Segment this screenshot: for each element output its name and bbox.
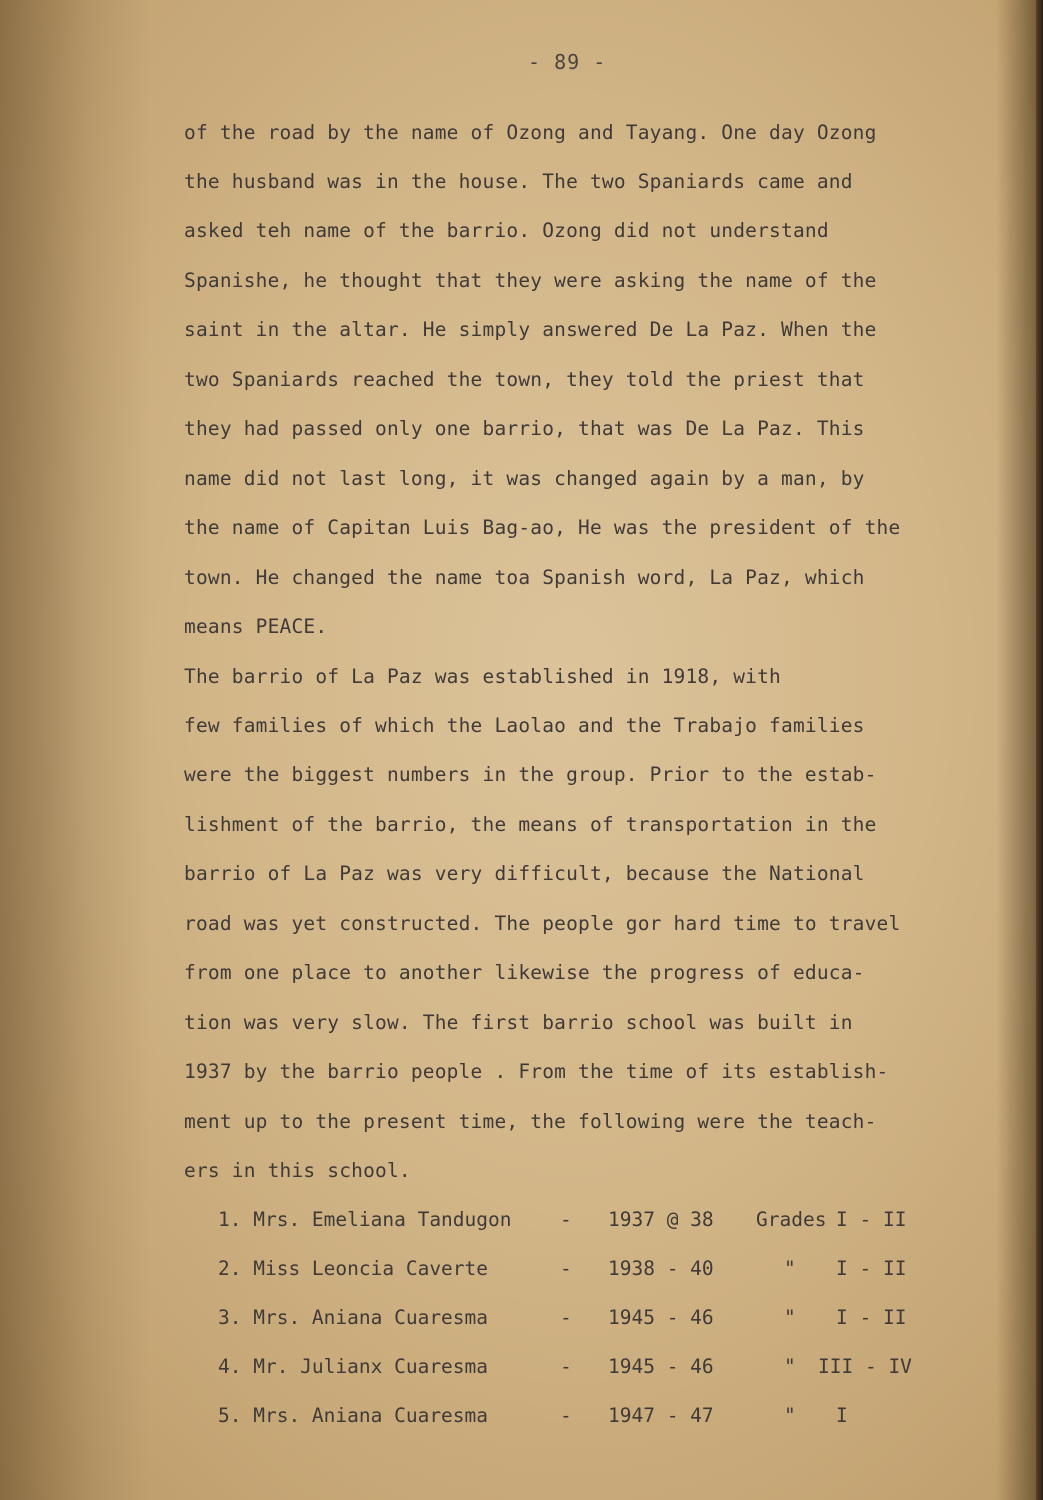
ditto-mark: " <box>784 1257 796 1280</box>
text-line: the husband was in the house. The two Spaniards came and <box>184 170 853 193</box>
separator-dash: - <box>560 1355 572 1378</box>
text-line: they had passed only one barrio, that was De La Paz. This <box>184 417 865 440</box>
text-line: town. He changed the name toa Spanish word, La Paz, which <box>184 566 865 589</box>
page-number: - 89 - <box>528 50 607 74</box>
separator-dash: - <box>560 1404 572 1427</box>
text-line: ers in this school. <box>184 1159 411 1182</box>
text-line: means PEACE. <box>184 615 328 638</box>
teacher-name: 2. Miss Leoncia Caverte <box>218 1257 489 1280</box>
text-line: barrio of La Paz was very difficult, because the National <box>184 862 865 885</box>
text-line: road was yet constructed. The people gor hard time to travel <box>184 912 901 935</box>
teacher-name: 5. Mrs. Aniana Cuaresma <box>218 1404 489 1427</box>
teacher-name: 3. Mrs. Aniana Cuaresma <box>218 1306 489 1329</box>
teacher-name: 1. Mrs. Emeliana Tandugon <box>218 1208 512 1231</box>
text-line: from one place to another likewise the progress of educa- <box>184 961 865 984</box>
teacher-years: 1937 @ 38 <box>608 1208 714 1231</box>
separator-dash: - <box>560 1257 572 1280</box>
grade-label: Grades <box>756 1208 827 1231</box>
text-line: Spanishe, he thought that they were asking the name of the <box>184 269 877 292</box>
teacher-years: 1938 - 40 <box>608 1257 714 1280</box>
teacher-grade: I - II <box>836 1306 907 1329</box>
text-line: name did not last long, it was changed again by a man, by <box>184 467 865 490</box>
teacher-years: 1945 - 46 <box>608 1306 714 1329</box>
teacher-grade: III - IV <box>818 1355 912 1378</box>
text-line: the name of Capitan Luis Bag-ao, He was the president of the <box>184 516 901 539</box>
ditto-mark: " <box>784 1404 796 1427</box>
separator-dash: - <box>560 1306 572 1329</box>
teacher-grade: I <box>836 1404 848 1427</box>
teacher-grade: I - II <box>836 1208 907 1231</box>
teacher-years: 1945 - 46 <box>608 1355 714 1378</box>
ditto-mark: " <box>784 1306 796 1329</box>
text-line: tion was very slow. The first barrio school was built in <box>184 1011 853 1034</box>
text-line: asked teh name of the barrio. Ozong did not understand <box>184 219 829 242</box>
teacher-grade: I - II <box>836 1257 907 1280</box>
text-line: were the biggest numbers in the group. Prior to the estab- <box>184 763 877 786</box>
text-line: ment up to the present time, the following were the teach- <box>184 1110 877 1133</box>
page-edge <box>1036 0 1043 1500</box>
separator-dash: - <box>560 1208 572 1231</box>
text-line: of the road by the name of Ozong and Tayang. One day Ozong <box>184 121 877 144</box>
text-line: The barrio of La Paz was established in 1918, with <box>184 665 781 688</box>
text-line: few families of which the Laolao and the Trabajo families <box>184 714 865 737</box>
text-line: saint in the altar. He simply answered De La Paz. When the <box>184 318 877 341</box>
teacher-name: 4. Mr. Julianx Cuaresma <box>218 1355 489 1378</box>
ditto-mark: " <box>784 1355 796 1378</box>
text-line: lishment of the barrio, the means of transportation in the <box>184 813 877 836</box>
text-line: two Spaniards reached the town, they told the priest that <box>184 368 865 391</box>
text-line: 1937 by the barrio people . From the time of its establish- <box>184 1060 889 1083</box>
teacher-years: 1947 - 47 <box>608 1404 714 1427</box>
